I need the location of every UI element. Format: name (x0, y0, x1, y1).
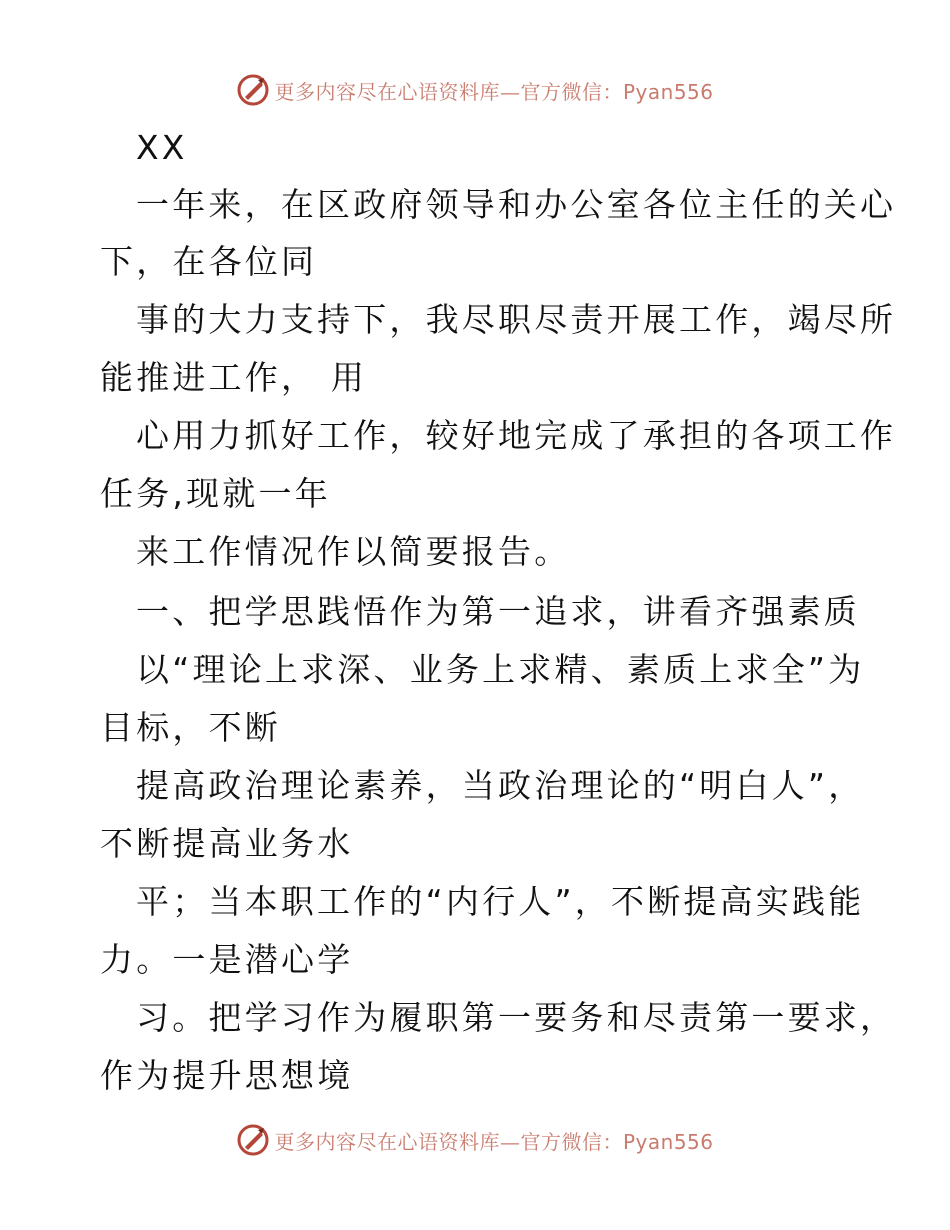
doc-line: 目标，不断 (100, 708, 281, 747)
doc-line: 不断提高业务水 (100, 824, 354, 863)
doc-line: 能推进工作， 用 (100, 358, 368, 397)
doc-line: 事的大力支持下，我尽职尽责开展工作，竭尽所 (136, 300, 897, 339)
doc-line: 一年来，在区政府领导和办公室各位主任的关心 (136, 185, 897, 224)
doc-line: 下，在各位同 (100, 242, 318, 281)
watermark-text: 更多内容尽在心语资料库—官方微信：Pyan556 (274, 1129, 714, 1154)
logo-icon (236, 73, 270, 107)
doc-line: 任务,现就一年 (100, 474, 331, 513)
doc-line: 平；当本职工作的“内行人”，不断提高实践能 (136, 882, 865, 921)
doc-line: 心用力抓好工作，较好地完成了承担的各项工作 (136, 416, 897, 455)
doc-line: 作为提升思想境 (100, 1056, 354, 1095)
doc-line: 以“理论上求深、业务上求精、素质上求全”为 (136, 650, 865, 689)
doc-line: 力。一是潜心学 (100, 940, 354, 979)
logo-icon (236, 1123, 270, 1157)
doc-line: 来工作情况作以简要报告。 (136, 532, 571, 571)
doc-line: 习。把学习作为履职第一要务和尽责第一要求， (136, 998, 897, 1037)
doc-line: XX (136, 128, 188, 167)
footer-watermark (0, 1120, 950, 1160)
header-watermark (0, 70, 950, 110)
watermark-text: 更多内容尽在心语资料库—官方微信：Pyan556 (274, 79, 714, 104)
doc-line: 提高政治理论素养，当政治理论的“明白人”， (136, 766, 865, 805)
doc-line: 一、把学思践悟作为第一追求，讲看齐强素质 (136, 592, 860, 631)
